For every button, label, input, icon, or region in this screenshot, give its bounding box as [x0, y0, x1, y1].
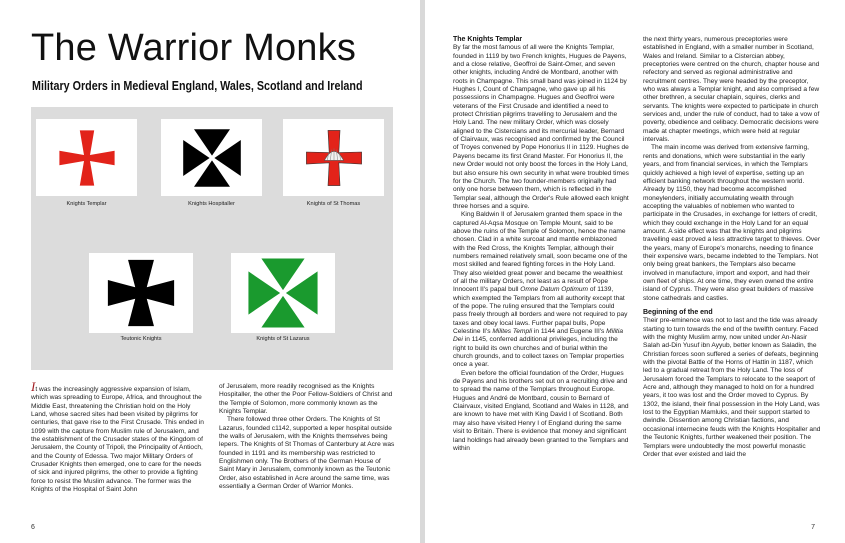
page-number: 6 [31, 524, 35, 531]
paragraph: the next thirty years, numerous preceptories were established in England, with a smaller number in Scotland, Wales and Ireland. Similar to a Cistercian abbey, preceptories were centred on the church, chapter house and refectory and served as regional administrative and recruitment centres. They were headed by the preceptor, who was always a Templar knight, and also comprised a few other brethren, a secular chaplain, squires, clerks and servants. The knights were expected to participate in church services and, under the rule of conduct, had to take a vow of poverty, obedience and celibacy. Democratic decisions were made at chapter meetings, which were held at regular intervals. [643, 36, 820, 144]
right-page [425, 0, 845, 543]
paragraph: There followed three other Orders. The Knights of St Lazarus, founded c1142, supported a leper hospital outside the walls of Jerusalem, with the Knights themselves being lepers. The Knights of St Thomas of Canterbury at Acre was founded in 1191 and its membership was restricted to Englishmen only. The Brothers of the German House of Saint Mary in Jerusalem, commonly known as the Teutonic Order, also established in Acre around the same time, was essentially a German Order of Warrior Monks. [219, 416, 395, 491]
paragraph: By far the most famous of all were the Knights Templar, founded in 1119 by two French knights, Hugues de Payens, and a close relative, Geoffroi de Saint-Omer, and seven other knights, including André de Montbard, another with roots in Champagne. This small band was joined in 1124 by Hughes I, Count of Champagne, who gave up all his possessions in Champagne. Hugues and Geoffroi were veterans of the First Crusade and identified a need to protect Christian pilgrims travelling to Jerusalem and the Holy Land. The new military Order, which was closely aligned to the Cistercians and its mercurial leader, Bernard of Clairvaux, was recognised and confirmed by the Council of Troyes convened by Pope Honorius II in 1129. Hughes de Payens became its first Grand Master. For Honorius II, the new Order would not only boost the forces in the Holy Land, but also ensure his own security in what were troubled times for the Church. The two founder-members originally had only one horse between them, which is reflected in the Templar seal, although the Order's Rule allowed each knight three horses and a squire. [453, 44, 629, 210]
crosses-figure [31, 107, 393, 370]
section-heading: Beginning of the end [643, 309, 713, 316]
intro-text: t was the increasingly aggressive expansion of Islam, which was spreading to Europe, Africa, and throughout the Middle East, threatening the Christian hold on the Holy Land, whose sacred sites had been visited by pilgrims for centuries, that gave rise to the First Crusade. This ended in 1099 with the capture from Muslim rule of Jerusalem, and the establishment of the Crusader states of the Kingdom of Jerusalem, the County of Tripoli, the Principality of Antioch, and the County of Edessa. Two major Military Orders of Crusader Knights then emerged, one to care for the needs of sick and injured pilgrims, the other to provide a fighting force to resist the Muslim advance. The former was the Knights of the Hospital of Saint John [31, 386, 204, 494]
hospitaller-cross-icon [161, 119, 262, 196]
paragraph: of Jerusalem, more readily recognised as the Knights Hospitaller, the other the Poor Fellow-Soldiers of Christ and the Temple of Solomon, more commonly known as the Knights Templar. [219, 383, 393, 416]
caption-st-thomas: Knights of St Thomas [306, 201, 361, 207]
caption-st-lazarus: Knights of St Lazarus [256, 336, 310, 342]
left-page [0, 0, 420, 543]
right-column-2 [643, 36, 821, 459]
teutonic-cross-icon [89, 253, 193, 333]
page-number: 7 [811, 524, 815, 531]
caption-templar: Knights Templar [66, 201, 107, 207]
caption-teutonic: Teutonic Knights [120, 336, 162, 342]
section-heading: The Knights Templar [453, 36, 523, 43]
paragraph: Even before the official foundation of the Order, Hugues de Payens and his brothers set out on a recruiting drive and to spread the name of the Templars throughout Europe. Hugues and André de Montbard, cousin to Bernard of Clairvaux, visited England, Scotland and Wales in 1128, and are known to have met with King David I of Scotland. Both may also have visited Henry I of England during the same visit to Britain. There is evidence that money and significant land holdings had already been granted to the Templars and within [453, 369, 629, 452]
intro-paragraph [31, 379, 206, 494]
paragraph: The main income was derived from extensive farming, rents and donations, which were substantial in the early years, and from financial services, in which the Templars quickly achieved a high level of expertise, setting up an efficient banking network throughout the western world. Already by 1150, they had become accomplished moneylenders, initially accumulating wealth through accepting the valuables of noblemen who wanted to participate in the Crusades, in exchange for letters of credit, which they could exchange in the Holy Land for an equal amount. A side effect was that the knights and pilgrims travelling east proved a less attractive target to thieves. Over the years, many of Europe's monarchs, needing to finance their expensive wars, became indebted to the Templars. Not only being great bankers, the Templars also became involved in manufacture, import and export, and had their own fleet of ships. At one time, they even owned the entire island of Cyprus. They were also great builders of massive stone cathedrals and castles. [643, 144, 821, 302]
caption-hospitaller: Knights Hospitaller [188, 201, 235, 207]
drop-cap: I [31, 379, 36, 394]
templar-cross-icon [36, 119, 137, 196]
left-column-2 [219, 383, 397, 491]
paragraph: Their pre-eminence was not to last and the tide was already starting to turn towards the end of the twelfth century. Faced with the mighty Muslim army, now united under An-Nasir Salah ad-Din Yusuf ibn Ayyub, better known as Saladin, the Christian forces soon suffered a series of defeats, beginning with the pivotal Battle of the Horns of Hattin in 1187, which led to a gradual retreat from the Holy Land. The loss of Jerusalem forced the Templars to relocate to the seaport of Acre and, although they managed to hold on for a hundred years, it too was lost and the Order moved to Cyprus. By 1302, the island, their final possession in the Holy Land, was lost to the Egyptian Mamluks, and their support started to dwindle. Dissention among Christian factions, and occasional internecine feuds with the Knights Hospitaller and the Teutonic Knights, further weakened their position. The Templars were undoubtedly the most powerful monastic Order that ever existed and laid the [643, 317, 821, 458]
st-lazarus-cross-icon [231, 253, 335, 333]
page-title: The Warrior Monks [31, 27, 357, 69]
left-column-1 [31, 379, 206, 494]
page-subtitle: Military Orders in Medieval England, Wales, Scotland and Ireland [32, 79, 363, 93]
paragraph: King Baldwin II of Jerusalem granted them space in the captured Al-Aqsa Mosque on Temple Mount, said to be above the ruins of the Temple of Solomon, hence the name chosen. Clad in a white surcoat and mantle emblazoned with the Red Cross, the Knights Templar, although their numbers remained relatively small, soon became one of the most skilled and feared fighting forces in the Holy Land. They also wielded great power and became the wealthiest of all the military Orders, not least as a result of Pope Innocent II's papal bull Omne Datum Optimum of 1139, which exempted the Templars from all authority except that of the pope. The ruling ensured that the Templars could pass freely through all borders and were not required to pay taxes and obey local laws. Further papal bulls, Pope Celestine II's Milites Templi in 1144 and Eugene III's Militia Dei in 1145, conferred additional privileges, including the right to build its own churches and of burial within the church grounds, and to collect taxes on Templar properties once a year. [453, 211, 628, 369]
st-thomas-cross-icon [283, 119, 384, 196]
right-column-1 [453, 36, 629, 453]
